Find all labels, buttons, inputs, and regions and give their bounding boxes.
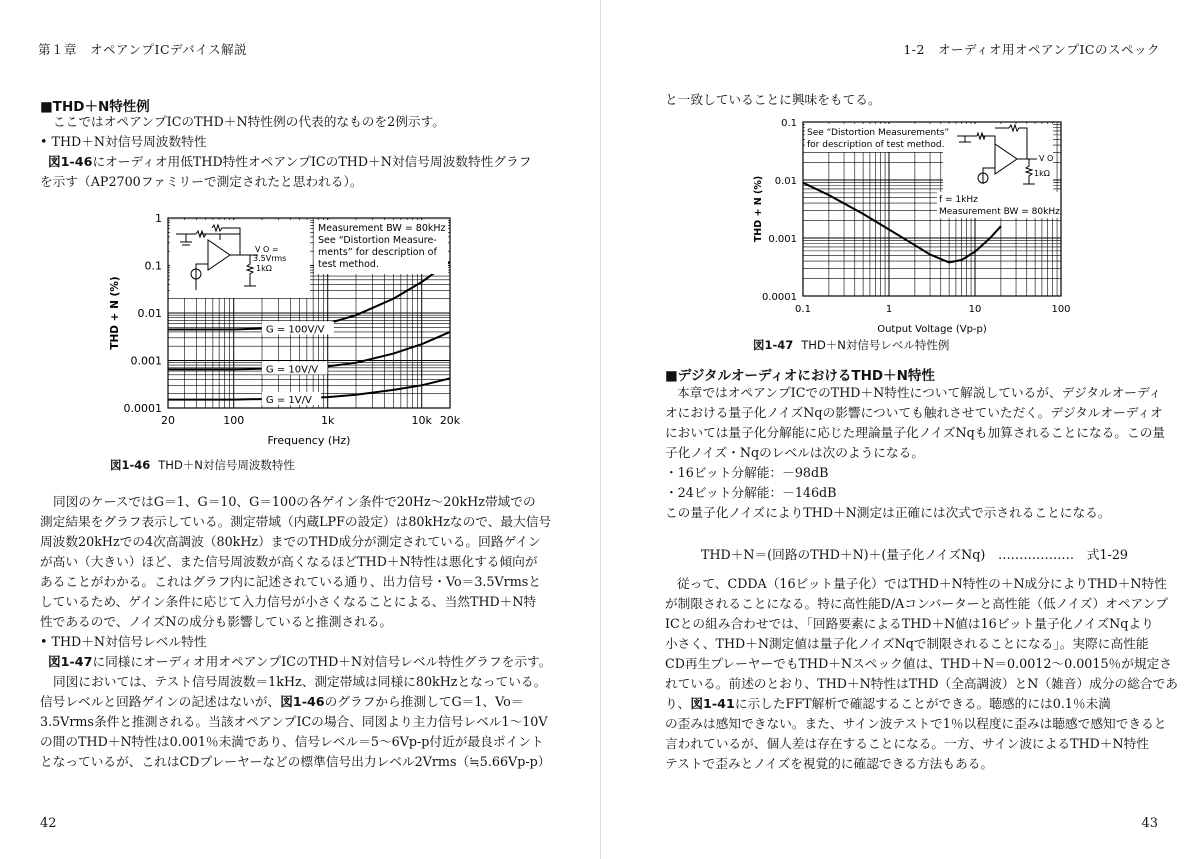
x-tick-label: 20 xyxy=(161,414,175,427)
digital-body-line-3: においては量子化分解能に応じた理論量子化ノイズNqも加算されることになる。この量 xyxy=(665,425,1166,440)
paragraph-4-line-3: 3.5Vrms条件と推測される。当該オペアンプICの場合、同図より主力信号レベル1～10V xyxy=(40,714,548,729)
figure-ref-1-47: 図1-47 xyxy=(48,654,93,669)
x-tick-label: 10 xyxy=(968,304,982,315)
x-tick-label: 10k xyxy=(411,414,432,427)
cdda-line-10: テストで歪みとノイズを視覚的に確認できる方法もある。 xyxy=(665,756,994,771)
figure-1-46-caption: 図1-46 THD＋N対信号周波数特性 xyxy=(110,458,295,472)
body-line-7: 性であるので、ノイズNの成分も影響していると推測される。 xyxy=(40,614,393,629)
x-tick-label: 1 xyxy=(885,304,893,315)
bullet-frequency: • THD＋N対信号周波数特性 xyxy=(40,134,207,149)
series-label-2: G = 10V/V xyxy=(265,364,319,376)
note-line-4: test method. xyxy=(318,259,379,270)
digital-body-line-1: 本章ではオペアンプICでのTHD＋N特性について解説しているが、デジタルオーディ xyxy=(677,385,1162,400)
rl-label: 1kΩ xyxy=(1034,169,1050,178)
section-heading-digital-audio: ■デジタルオーディオにおけるTHD＋N特性 xyxy=(665,368,935,384)
figure-1-46-chart xyxy=(100,210,475,455)
figure-ref-1-46: 図1-46 xyxy=(48,154,93,169)
digital-body-line-4: 子化ノイズ・Nqのレベルは次のようになる。 xyxy=(665,445,925,460)
right-page xyxy=(600,0,1200,859)
y-tick-label: 0.001 xyxy=(130,354,162,368)
condition-line-2: Measurement BW = 80kHz xyxy=(939,207,1060,217)
running-head-right: 1-2 オーディオ用オペアンプICのスペック xyxy=(903,42,1160,57)
running-head-left: 第１章 オペアンプICデバイス解説 xyxy=(38,42,248,57)
bit24-noise: ・24ビット分解能：－146dB xyxy=(665,485,837,500)
figure-ref-1-41: 図1-41 xyxy=(690,696,735,711)
cdda-line-5: CD再生プレーヤーでもTHD＋Nスペック値は、THD＋N＝0.0012～0.0015％が規定さ xyxy=(665,656,1172,671)
note-line-2: See “Distortion Measure- xyxy=(318,235,437,246)
vo-value-label: 3.5Vrms xyxy=(253,254,287,263)
body-line-6: しているため、ゲイン条件に応じて入力信号が小さくなることによる、当然THD＋N特 xyxy=(40,594,537,609)
note-line-2: for description of test method. xyxy=(807,140,945,150)
vo-label: V O xyxy=(1039,154,1054,163)
series-label-1: G = 100V/V xyxy=(265,324,325,336)
cdda-line-4: 小さく、THD＋N測定値は量子化ノイズNqで制限されることになる」。実際に高性能 xyxy=(665,636,1149,651)
body-line-3: 周波数20kHzでの4次高調波（80kHz）までのTHD成分が測定されている。回路ゲイン xyxy=(40,534,541,549)
continuation-line: と一致していることに興味をもてる。 xyxy=(665,92,881,107)
x-tick-label: 100 xyxy=(223,414,245,427)
y-tick-label: 0.01 xyxy=(137,307,162,320)
y-tick-label: 0.01 xyxy=(774,176,797,187)
y-axis-label: THD + N (%) xyxy=(109,276,121,350)
paragraph-1-line-2: を示す（AP2700ファミリーで測定されたと思われる）。 xyxy=(40,174,363,189)
y-tick-label: 0.1 xyxy=(781,118,797,129)
rl-label: 1kΩ xyxy=(256,264,272,273)
body-line-4: が高い（大きい）ほど、また信号周波数が高くなるほどTHD＋N特性は悪化する傾向が xyxy=(40,554,538,569)
intro-line: ここではオペアンプICのTHD＋N特性例の代表的なものを2例示す。 xyxy=(53,114,445,129)
figure-1-47-caption: 図1-47 THD＋N対信号レベル特性例 xyxy=(753,338,950,352)
y-tick-label: 0.0001 xyxy=(123,402,162,415)
cdda-line-6: れている。前述のとおり、THD＋N特性はTHD（全高調波）とN（雑音）成分の総合であ xyxy=(665,676,1178,691)
x-tick-label: 0.1 xyxy=(795,304,811,315)
figure-1-47-chart xyxy=(747,114,1077,336)
paragraph-4-line-1: 同図においては、テスト信号周波数＝1kHz、測定帯域は同様に80kHzとなっている。 xyxy=(53,674,547,689)
paragraph-4-line-4: の間のTHD＋N特性は0.001％未満であり、信号レベル＝5～6Vp-p付近が最良ポイント xyxy=(40,734,544,749)
cdda-line-7: り、図1-41に示したFFT解析で確認することができる。聴感的には0.1％未満 xyxy=(665,696,1111,711)
digital-body-line-2: オにおける量子化ノイズNqの影響についても触れさせていただく。デジタルオーディオ xyxy=(665,405,1163,420)
condition-line-1: f = 1kHz xyxy=(939,195,978,205)
section-heading-thd-examples: ■THD＋N特性例 xyxy=(40,99,150,115)
digital-body-line-7: この量子化ノイズによりTHD＋N測定は正確には次式で示されることになる。 xyxy=(665,505,1111,520)
y-tick-label: 0.0001 xyxy=(762,292,797,303)
body-line-2: 測定結果をグラフ表示している。測定帯域（内蔵LPFの設定）は80kHzなので、最大信号 xyxy=(40,514,552,529)
page-number-left: 42 xyxy=(40,816,57,831)
page-number-right: 43 xyxy=(1141,816,1158,831)
cdda-line-2: が制限されることになる。特に高性能D/Aコンバーターと高性能（低ノイズ）オペアンプ xyxy=(665,596,1169,611)
x-tick-label: 100 xyxy=(1051,304,1071,315)
bit16-noise: ・16ビット分解能：－98dB xyxy=(665,465,829,480)
bullet-level: • THD＋N対信号レベル特性 xyxy=(40,634,207,649)
figure-ref-1-46-b: 図1-46 xyxy=(280,694,325,709)
y-tick-label: 1 xyxy=(155,212,162,225)
note-line-1: See “Distortion Measurements” xyxy=(807,128,950,138)
cdda-line-1: 従って、CDDA（16ビット量子化）ではTHD＋N特性の＋N成分によりTHD＋N特性 xyxy=(677,576,1167,591)
note-line-3: ments” for description of xyxy=(318,247,437,258)
y-tick-label: 0.1 xyxy=(144,259,162,273)
y-axis-label: THD + N (%) xyxy=(753,175,764,243)
y-tick-label: 0.001 xyxy=(768,234,797,245)
series-labels xyxy=(262,321,334,406)
cdda-line-3: ICとの組み合わせでは、「回路要素によるTHD＋N値は16ビット量子化ノイズNqより xyxy=(665,616,1154,631)
cdda-line-8: の歪みは感知できない。また、サイン波テストで1％以程度に歪みは聴感で感知できると xyxy=(665,716,1167,731)
paragraph-1-line-1: 図1-46にオーディオ用低THD特性オペアンプICのTHD＋N対信号周波数特性グラフ xyxy=(48,154,532,169)
body-line-5: あることがわかる。これはグラフ内に記述されている通り、出力信号・Vo＝3.5Vrmsと xyxy=(40,574,541,589)
body-line-1: 同図のケースではG＝1、G＝10、G＝100の各ゲイン条件で20Hz～20kHz帯域での xyxy=(53,494,536,509)
vo-label: V O = xyxy=(255,245,279,254)
x-tick-label: 1k xyxy=(321,414,335,427)
x-axis-label: Output Voltage (Vp-p) xyxy=(877,324,987,335)
x-axis-label: Frequency (Hz) xyxy=(267,434,351,447)
equation-1-29: THD＋N＝(回路のTHD＋N)＋(量子化ノイズNq) ……………… 式1-29 xyxy=(701,547,1128,562)
cdda-line-9: 言われているが、個人差は存在することになる。一方、サイン波によるTHD＋N特性 xyxy=(665,736,1149,751)
series-label-3: G = 1V/V xyxy=(265,394,312,406)
paragraph-4-line-5: となっているが、これはCDプレーヤーなどの標準信号出力レベル2Vrms（≒5.66Vp-p） xyxy=(40,754,551,769)
x-tick-label: 20k xyxy=(439,414,461,427)
note-line-1: Measurement BW = 80kHz xyxy=(318,223,446,234)
paragraph-3: 図1-47に同様にオーディオ用オペアンプICのTHD＋N対信号レベル特性グラフを示す。 xyxy=(48,654,552,669)
paragraph-4-line-2: 信号レベルと回路ゲインの記述はないが、図1-46のグラフから推測してG＝1、Vo＝ xyxy=(40,694,524,709)
